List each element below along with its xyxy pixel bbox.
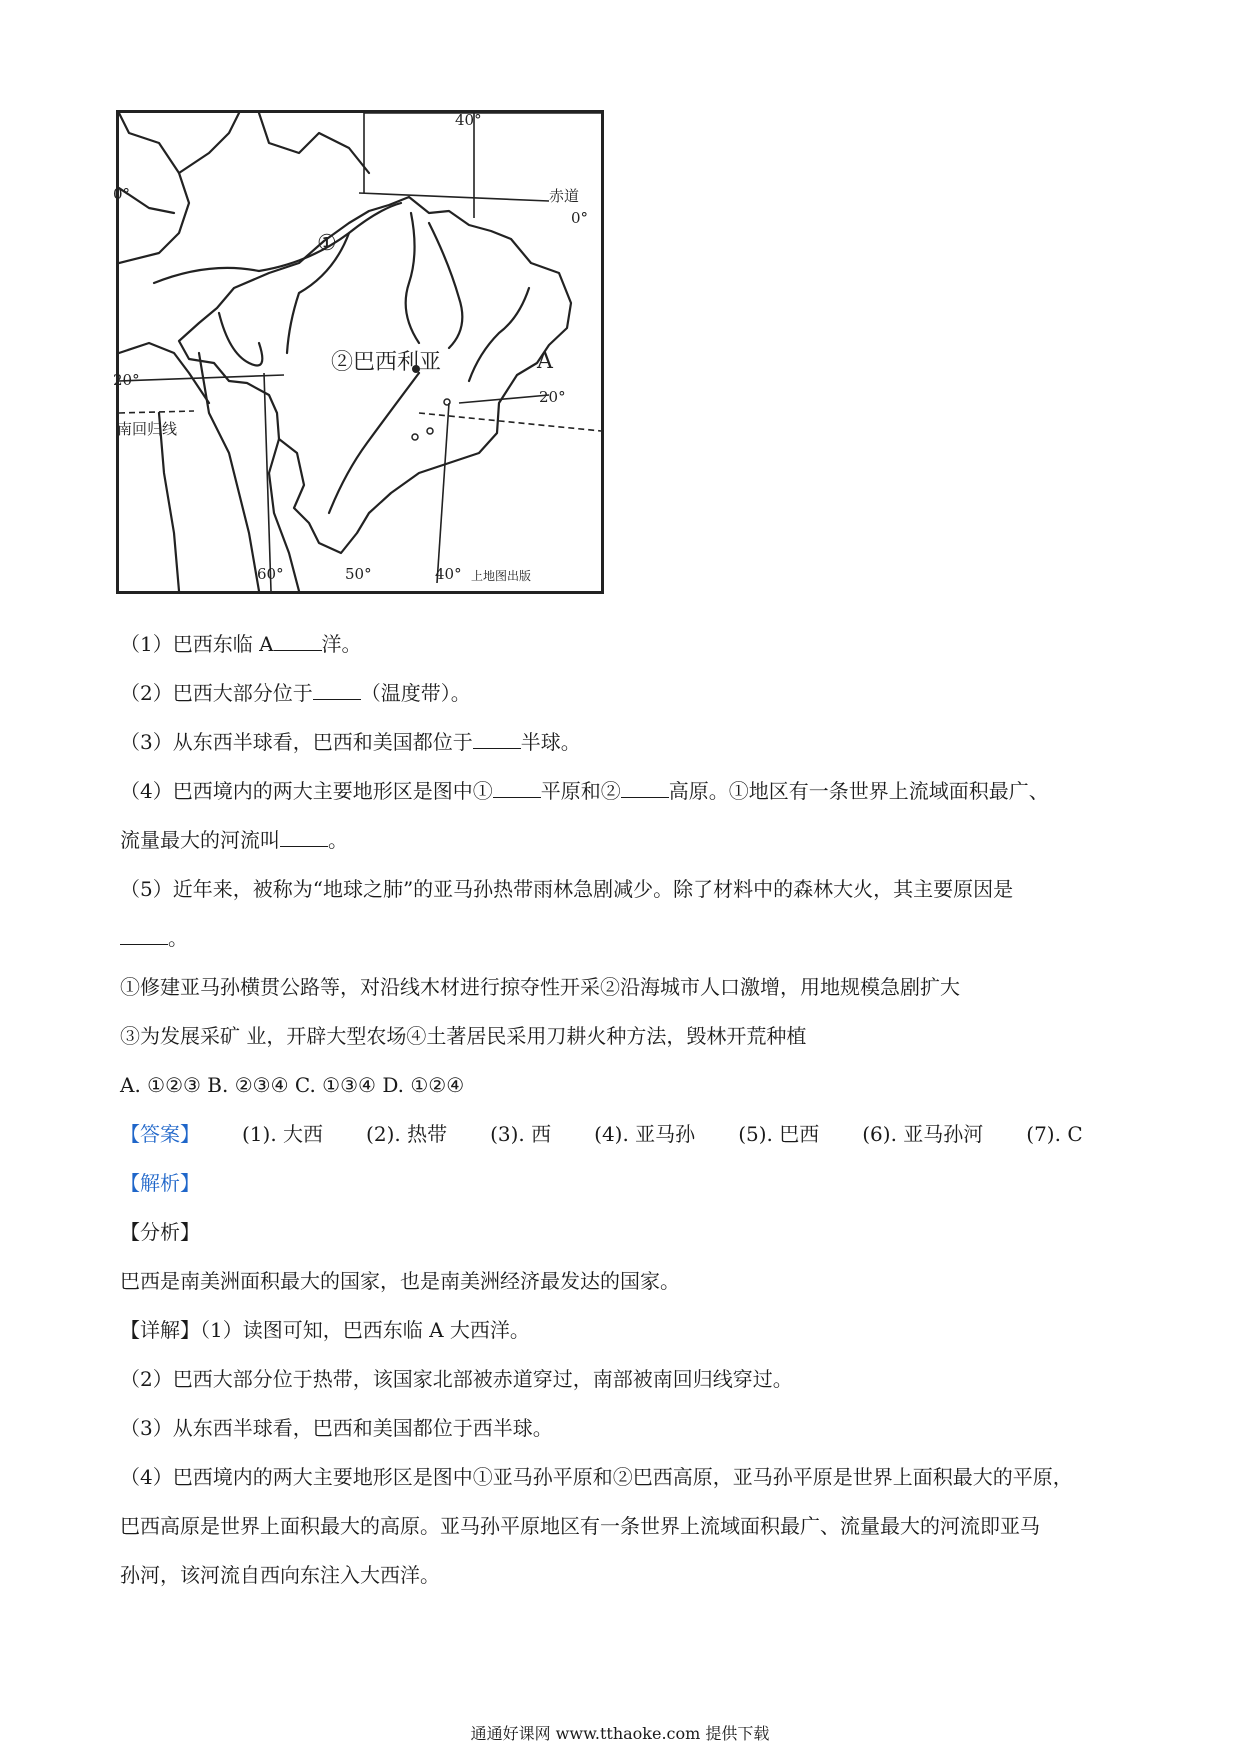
question-5-line-1 [120,865,1130,914]
region-1-label: ① [317,231,337,256]
region-2-brasilia-label: ②巴西利亚 [331,350,442,375]
fenxi-label: 【分析】 [120,1220,200,1244]
q4-blank-2 [621,777,669,798]
detail-3: （3）从东西半球看，巴西和美国都位于西半球。 [120,1416,553,1440]
detail-4-line-1: （4）巴西境内的两大主要地形区是图中①亚马孙平原和②巴西高原，亚马孙平原是世界上面积最大的平原， [120,1465,1073,1489]
lat-20-left [119,375,284,381]
sao-francisco-river [469,288,529,381]
city-dot-1 [444,399,450,405]
lon-40-bottom-label: 40° [435,565,462,583]
answer-item-6: (6). 亚马孙河 [862,1122,984,1146]
answer-item-5: (5). 巴西 [738,1122,820,1146]
lon-60-label: 60° [257,565,284,583]
question-2 [120,669,1130,718]
question-5-line-2 [120,914,1130,963]
answer-item-3: (3). 西 [490,1122,552,1146]
detail-2: （2）巴西大部分位于热带，该国家北部被赤道穿过，南部被南回归线穿过。 [120,1367,793,1391]
question-1 [120,620,1130,669]
neighbor-border-6 [199,353,259,591]
city-dot-2 [427,428,433,434]
fenxi-text: 巴西是南美洲面积最大的国家，也是南美洲经济最发达的国家。 [120,1269,680,1293]
q4-text-c: 高原。①地区有一条世界上流域面积最广、 [668,779,1049,803]
q4-text-a: （4）巴西境内的两大主要地形区是图中① [120,779,493,803]
q5-tail: 。 [168,926,188,950]
detail-1 [120,1306,1130,1355]
option-line-1: ①修建亚马孙横贯公路等，对沿线木材进行掠夺性开采②沿海城市人口激增，用地规模急剧扩大 [120,975,960,999]
q4-text-d: 流量最大的河流叫 [120,828,280,852]
meridian-40-south [437,403,449,583]
city-dot-3 [412,434,418,440]
tropic-dashed-left [119,411,194,413]
q2-text: （2）巴西大部分位于 [120,681,313,705]
right-frame-line [364,113,601,193]
q3-text: （3）从东西半球看，巴西和美国都位于 [120,730,473,754]
answer-row [120,1110,1130,1159]
ocean-a-label: A [537,349,553,374]
neighbor-border-7 [159,413,179,591]
answer-item-1: (1). 大西 [242,1122,324,1146]
q5-text: （5）近年来，被称为“地球之肺”的亚马孙热带雨林急剧减少。除了材料中的森林大火，其主要原因是 [120,877,1014,901]
answer-label: 【答案】 [120,1122,200,1146]
neighbor-border-3 [179,113,239,173]
lat-0-right-label: 0° [571,209,589,227]
q3-tail: 半球。 [520,730,581,754]
detail-4-line-2: 巴西高原是世界上面积最大的高原。亚马孙平原地区有一条世界上流域面积最广、流量最大的河流即亚马 [120,1514,1040,1538]
question-3 [120,718,1130,767]
tropic-label: 南回归线 [117,420,178,438]
amazon-tributary-2 [406,213,419,343]
q4-text-e: 。 [328,828,348,852]
q2-blank [313,679,361,700]
neighbor-border-9 [219,313,262,366]
answer-choices: A. ①②③ B. ②③④ C. ①③④ D. ①②④ [120,1073,465,1097]
question-content [120,620,1130,1600]
answer-item-7: (7). C [1026,1122,1083,1146]
lon-50-label: 50° [345,565,372,583]
parana-river [329,373,419,513]
question-4-line-1 [120,767,1130,816]
lon-40-top-label: 40° [455,111,482,129]
q3-blank [473,728,521,749]
lat-20-left-label: 20° [113,371,140,389]
q1-text: （1）巴西东临 A [120,632,274,656]
neighbor-border-4 [259,113,369,173]
tropic-dashed-right [419,413,601,431]
q2-tail: （温度带）。 [360,681,471,705]
q5-blank [120,924,168,945]
equator-line [359,193,549,201]
answer-item-2: (2). 热带 [366,1122,448,1146]
answer-item-4: (4). 亚马孙 [594,1122,696,1146]
lat-20-right-label: 20° [539,388,566,406]
equator-label: 赤道 [549,187,580,205]
q1-blank [274,630,322,651]
option-line-2: ③为发展采矿 业，开辟大型农场④土著居民采用刀耕火种方法，毁林开荒种植 [120,1024,807,1048]
page-footer: 通通好课网 www.tthaoke.com 提供下载 [470,1724,770,1743]
q1-tail: 洋。 [321,632,362,656]
q4-blank-3 [280,826,328,847]
detail-4-line-3: 孙河，该河流自西向东注入大西洋。 [120,1563,440,1587]
map-watermark: 上地图出版 [471,569,532,583]
question-4-line-2 [120,816,1130,865]
xiangjie-label: 【详解】 [120,1318,200,1342]
amazon-tributary-3 [429,223,462,348]
detail-1-text: （1）读图可知，巴西东临 A 大西洋。 [200,1318,530,1342]
lat-0-left-label: 0° [113,185,131,203]
q4-blank-1 [493,777,541,798]
jiexi-label: 【解析】 [120,1171,200,1195]
brazil-map [113,110,604,594]
q4-text-b: 平原和② [540,779,621,803]
